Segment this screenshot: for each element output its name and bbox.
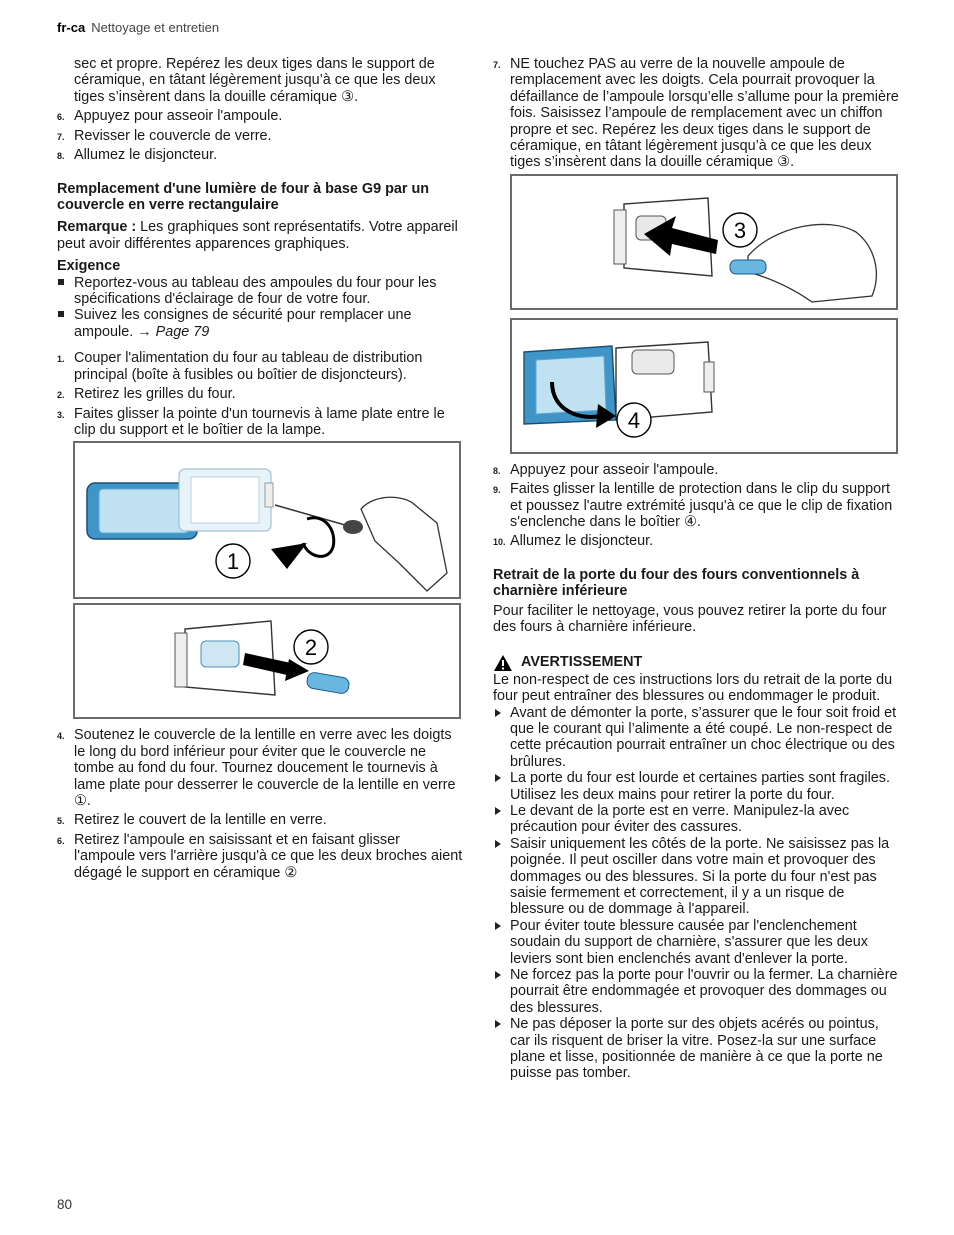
callout-2: 2 bbox=[304, 635, 318, 661]
step-number: 3. bbox=[57, 409, 65, 420]
bullet-triangle-icon bbox=[495, 840, 501, 848]
note bbox=[57, 219, 463, 252]
step-item bbox=[57, 350, 463, 383]
bullet-text: Ne pas déposer la porte sur des objets acérés ou pointus, car ils risquent de briser la vitre. Posez-la sur une surface plane et lisse, positionnée de manière à ce que la porte ne puisse pas tomber. bbox=[510, 1016, 883, 1082]
step-text: Allumez le disjoncteur. bbox=[74, 147, 218, 164]
step-item bbox=[57, 812, 463, 828]
step-text: Soutenez le couvercle de la lentille en verre avec les doigts le long du bord inférieur pour éviter que le couvercle ne tombe au fond du four. Tournez doucement le tournevis à lame plate pour desserrer le couvercle de la lentille en verre ①. bbox=[74, 727, 456, 809]
requirement-text: Suivez les consignes de sécurité pour remplacer une ampoule. bbox=[74, 307, 412, 340]
bullet-triangle-icon bbox=[495, 1020, 501, 1028]
bullet-text: Ne forcez pas la porte pour l'ouvrir ou la fermer. La charnière pourrait être endommagée et provoquer des dommages ou des blessures. bbox=[510, 967, 898, 1016]
step-number: 2. bbox=[57, 390, 65, 401]
step-item bbox=[493, 481, 899, 530]
left-column bbox=[57, 56, 463, 884]
page-reference-link[interactable]: → Page 79 bbox=[137, 323, 210, 340]
bullet-text: Avant de démonter la porte, s’assurer que le four soit froid et que le courant qui l’alimente a été coupé. Le non-respect de cette précaution pourrait entraîner un choc électrique ou des brûlures. bbox=[510, 704, 897, 770]
section-heading: Retrait de la porte du four des fours conventionnels à charnière inférieure bbox=[493, 566, 860, 599]
warning-bullet bbox=[493, 770, 899, 803]
screwdriver-illustration bbox=[75, 443, 459, 597]
step-item bbox=[493, 533, 899, 549]
bullet-triangle-icon bbox=[495, 922, 501, 930]
bullet-triangle-icon bbox=[495, 971, 501, 979]
right-column bbox=[493, 56, 899, 1082]
step-text: Retirez l'ampoule en saisissant et en faisant glisser l'ampoule vers l'arrière jusqu'à ce que les deux broches aient dégagé le support en céramique ② bbox=[74, 831, 463, 881]
note-label: Remarque : bbox=[57, 219, 137, 236]
bulb-removal-illustration bbox=[75, 605, 459, 717]
step-number: 4. bbox=[57, 731, 65, 742]
step-text: Couper l'alimentation du four au tableau de distribution principal (boîte à fusibles ou boîtier de disjoncteurs). bbox=[74, 350, 423, 383]
requirement-item bbox=[57, 307, 463, 340]
page-number: 80 bbox=[57, 1197, 73, 1212]
warning-header bbox=[493, 654, 899, 672]
warning-bullet bbox=[493, 967, 899, 1016]
step-text: Revisser le couvercle de verre. bbox=[74, 127, 272, 144]
step-item bbox=[57, 406, 463, 439]
bulb-insert-illustration bbox=[512, 176, 896, 308]
step-number: 7. bbox=[57, 131, 65, 142]
warning-bullet bbox=[493, 803, 899, 836]
step-number: 8. bbox=[57, 151, 65, 162]
bullet-text: Pour éviter toute blessure causée par l'enclenchement soudain du support de charnière, s'assurer que les deux leviers sont bien enclenchés avant d'enlever la porte. bbox=[510, 917, 868, 967]
requirement-item bbox=[57, 275, 463, 308]
step-text: Retirez le couvert de la lentille en verre. bbox=[74, 812, 327, 829]
bullet-text: Le devant de la porte est en verre. Manipulez-la avec précaution pour éviter des cassures. bbox=[510, 802, 850, 836]
section-heading: Remplacement d'une lumière de four à base G9 par un couvercle en verre rectangulaire bbox=[57, 181, 430, 214]
step-text: Retirez les grilles du four. bbox=[74, 386, 236, 403]
callout-4: 4 bbox=[627, 407, 641, 433]
lang-code: fr-ca bbox=[57, 20, 86, 35]
bullet-text: Saisir uniquement les côtés de la porte. Ne saisissez pas la poignée. Il peut osciller dans votre main et provoquer des dommages ou des blessures. Si la porte du four n'est pas saisie fermement et correctement, il y a un risque de blessure ou de dommage à l'appareil. bbox=[510, 835, 890, 918]
step-item bbox=[57, 108, 463, 124]
figure-bulb-insert bbox=[510, 174, 898, 310]
warning-bullet bbox=[493, 1016, 899, 1082]
step-text: Allumez le disjoncteur. bbox=[510, 533, 654, 550]
step-item bbox=[57, 832, 463, 881]
step-item bbox=[57, 386, 463, 402]
bullet-triangle-icon bbox=[495, 807, 501, 815]
requirement-heading: Exigence bbox=[57, 258, 121, 275]
step-number: 6. bbox=[57, 835, 65, 846]
warning-bullet bbox=[493, 836, 899, 918]
step-number: 10. bbox=[493, 537, 506, 548]
bullet-square-icon bbox=[58, 311, 64, 317]
bullet-triangle-icon bbox=[495, 774, 501, 782]
step-item bbox=[57, 147, 463, 163]
step-item bbox=[493, 462, 899, 478]
figure-lens-install bbox=[510, 318, 898, 454]
step-item bbox=[57, 128, 463, 144]
step-text: Faites glisser la pointe d'un tournevis à lame plate entre le clip du support et le boîtier de la lampe. bbox=[74, 405, 445, 438]
step-text: Appuyez pour asseoir l'ampoule. bbox=[74, 108, 283, 125]
step-text: Faites glisser la lentille de protection dans le clip du support et poussez l'autre extrémité jusqu'à ce que le clip de fixation s'enclenche dans le boîtier ④. bbox=[510, 481, 893, 531]
step-item bbox=[493, 56, 899, 171]
step-text: Appuyez pour asseoir l'ampoule. bbox=[510, 461, 719, 478]
bullet-text: La porte du four est lourde et certaines parties sont fragiles. Utilisez les deux mains pour retirer la porte du four. bbox=[510, 770, 890, 803]
step-text: NE touchez PAS au verre de la nouvelle ampoule de remplacement avec les doigts. Cela pourrait provoquer la défaillance de l’ampoule lorsqu’elle s’allume pour la première fois. Saisissez l’ampoule de remplacement avec un chiffon propre et sec. Repérez les deux tiges dans le support de céramique, en tâtant légèrement jusqu’à ce que les deux tiges s’insèrent dans la douille céramique ③. bbox=[510, 56, 899, 171]
step-number: 9. bbox=[493, 485, 501, 496]
warning-bullet bbox=[493, 705, 899, 771]
page-header bbox=[57, 20, 219, 36]
requirement-text: Reportez-vous au tableau des ampoules du four pour les spécifications d'éclairage de four de votre four. bbox=[74, 274, 437, 308]
step-number: 6. bbox=[57, 112, 65, 123]
bullet-square-icon bbox=[58, 279, 64, 285]
figure-screwdriver bbox=[73, 441, 461, 599]
figure-bulb-removal bbox=[73, 603, 461, 719]
step-number: 1. bbox=[57, 354, 65, 365]
bullet-triangle-icon bbox=[495, 709, 501, 717]
continued-text: sec et propre. Repérez les deux tiges dans le support de céramique, en tâtant légèrement jusqu’à ce que les deux tiges s’insèrent dans la douille céramique ③. bbox=[74, 56, 436, 105]
warning-bullet bbox=[493, 918, 899, 967]
callout-1: 1 bbox=[226, 549, 240, 575]
step-number: 7. bbox=[493, 60, 501, 70]
warning-triangle-icon bbox=[493, 654, 513, 672]
step-item bbox=[57, 727, 463, 809]
callout-3: 3 bbox=[733, 217, 747, 243]
step-number: 5. bbox=[57, 816, 65, 827]
intro-text: Pour faciliter le nettoyage, vous pouvez retirer la porte du four des fours à charnière inférieure. bbox=[493, 602, 887, 636]
warning-text: Le non-respect de ces instructions lors du retrait de la porte du four peut entraîner des blessures ou endommager le produit. bbox=[493, 671, 893, 705]
note-text: Les graphiques sont représentatifs. Votre appareil peut avoir différentes apparences graphiques. bbox=[57, 219, 458, 252]
section-title: Nettoyage et entretien bbox=[91, 20, 220, 35]
warning-title: AVERTISSEMENT bbox=[521, 654, 643, 671]
step-number: 8. bbox=[493, 465, 501, 476]
lens-install-illustration bbox=[512, 320, 896, 452]
